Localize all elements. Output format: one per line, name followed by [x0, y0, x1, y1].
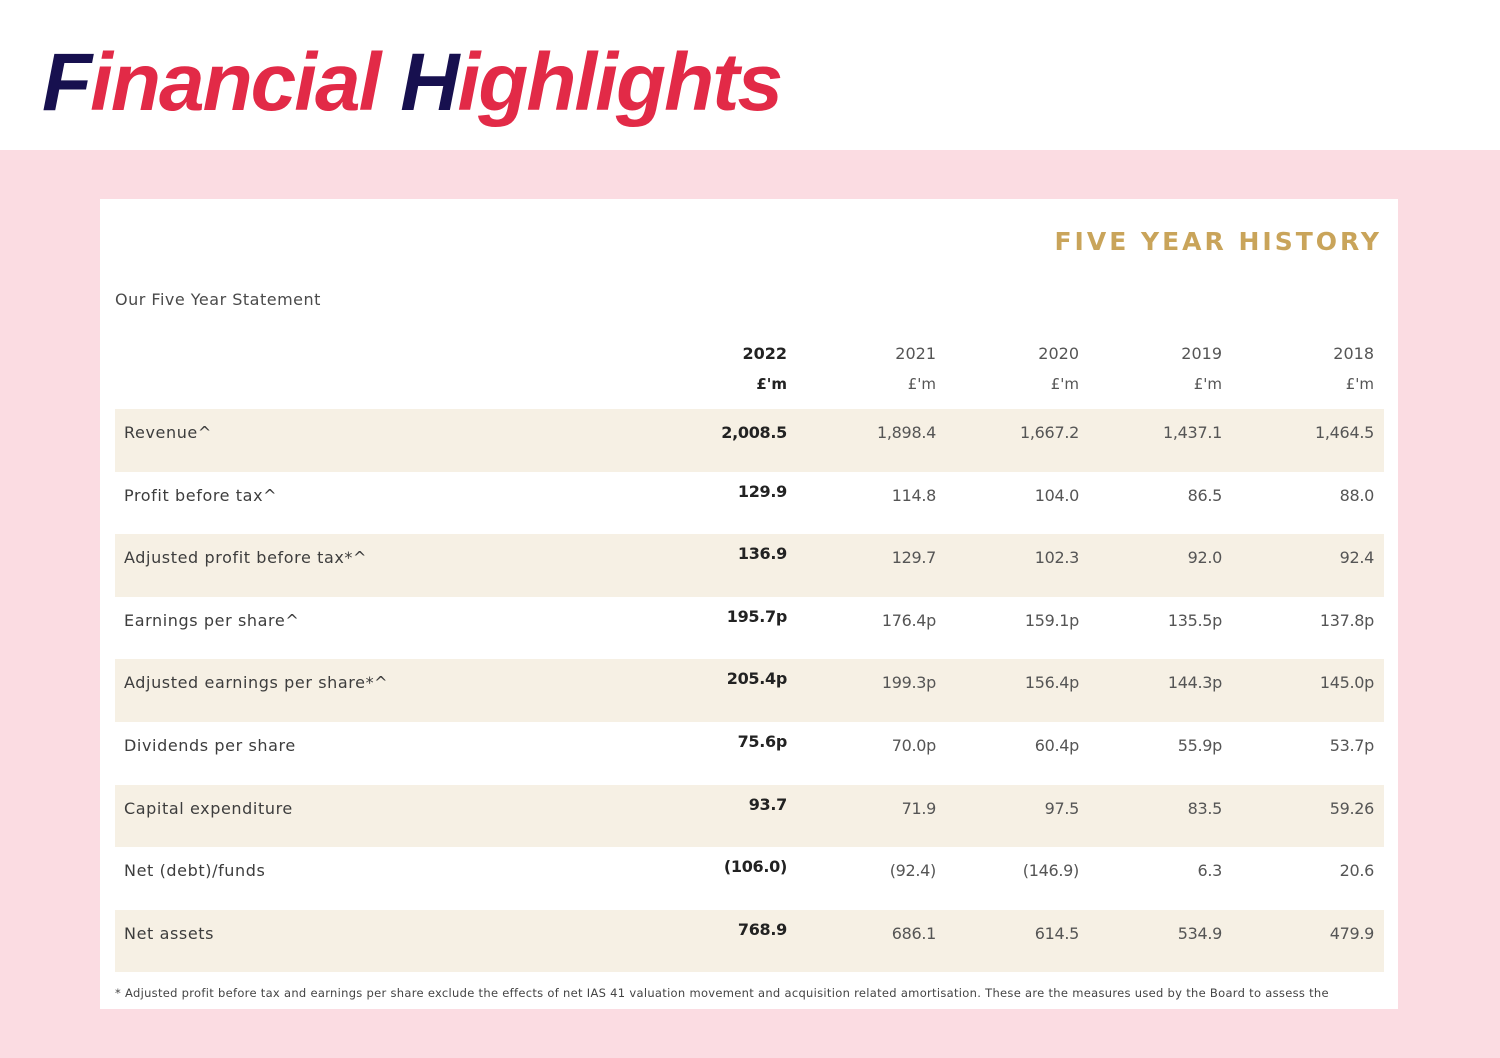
statement-title: Our Five Year Statement [115, 290, 321, 309]
row-label: Adjusted earnings per share*^ [124, 673, 389, 693]
table-row [115, 534, 1384, 597]
table-cell: 1,437.1 [1163, 423, 1222, 442]
table-cell: 92.0 [1187, 548, 1222, 568]
table-cell: 144.3p [1167, 673, 1222, 693]
footnote: * Adjusted profit before tax and earnings per share exclude the effects of net IAS 41 valuation movement and acquisition related amortisation. These are the measures used by the Board to assess the [115, 986, 1329, 1000]
five-year-card [100, 199, 1398, 1009]
column-unit: £'m [1345, 375, 1374, 393]
table-row [115, 785, 1384, 848]
financial-table [115, 409, 1384, 972]
table-row [115, 910, 1384, 973]
table-cell: 71.9 [901, 798, 936, 818]
table-cell: 479.9 [1329, 923, 1374, 943]
table-cell: 75.6p [737, 731, 787, 751]
column-year: 2021 [895, 344, 936, 363]
table-cell: 156.4p [1024, 673, 1079, 693]
table-row [115, 722, 1384, 785]
table-cell: 614.5 [1034, 923, 1079, 943]
column-year: 2018 [1333, 344, 1374, 363]
page-headline [42, 37, 782, 128]
table-cell: 6.3 [1197, 861, 1222, 881]
column-unit: £'m [1193, 375, 1222, 393]
headline-first-cap: F [42, 37, 91, 128]
table-cell: 86.5 [1187, 485, 1222, 505]
table-cell: 129.7 [891, 548, 936, 568]
row-label: Adjusted profit before tax*^ [124, 548, 368, 568]
table-cell: 534.9 [1177, 923, 1222, 943]
table-cell: 1,667.2 [1020, 423, 1079, 442]
row-label: Profit before tax^ [124, 485, 278, 505]
table-cell: (146.9) [1022, 861, 1079, 881]
table-cell: 195.7p [726, 606, 787, 626]
table-cell: 159.1p [1024, 610, 1079, 630]
table-cell: 92.4 [1339, 548, 1374, 568]
table-row [115, 597, 1384, 660]
column-year: 2019 [1181, 344, 1222, 363]
table-cell: 20.6 [1339, 861, 1374, 881]
table-cell: 136.9 [737, 544, 787, 564]
row-label: Net assets [124, 923, 215, 943]
table-cell: 83.5 [1187, 798, 1222, 818]
row-label: Earnings per share^ [124, 610, 300, 630]
section-title: FIVE YEAR HISTORY [1054, 227, 1382, 256]
table-cell: 768.9 [737, 919, 787, 939]
table-cell: 1,898.4 [877, 423, 936, 442]
table-cell: 102.3 [1034, 548, 1079, 568]
table-cell: 199.3p [881, 673, 936, 693]
headline-second-rest: ighlights [457, 37, 782, 128]
column-year: 2020 [1038, 344, 1079, 363]
column-year: 2022 [742, 344, 787, 363]
table-cell: 70.0p [891, 735, 936, 755]
table-cell: 1,464.5 [1315, 423, 1374, 442]
column-unit: £'m [907, 375, 936, 393]
table-cell: 2,008.5 [721, 423, 787, 442]
table-cell: 686.1 [891, 923, 936, 943]
table-cell: 129.9 [737, 481, 787, 501]
table-cell: 59.26 [1329, 798, 1374, 818]
table-cell: 114.8 [891, 485, 936, 505]
row-label: Revenue^ [124, 423, 212, 442]
table-cell: 53.7p [1329, 735, 1374, 755]
column-header-4 [1333, 344, 1374, 393]
table-cell: 137.8p [1319, 610, 1374, 630]
table-cell: 97.5 [1044, 798, 1079, 818]
row-label: Capital expenditure [124, 798, 293, 818]
table-cell: 55.9p [1177, 735, 1222, 755]
column-header-0 [742, 344, 787, 393]
row-label: Dividends per share [124, 735, 296, 755]
column-header-1 [895, 344, 936, 393]
column-header-2 [1038, 344, 1079, 393]
table-cell: (106.0) [723, 857, 787, 877]
table-row [115, 472, 1384, 535]
table-cell: 176.4p [881, 610, 936, 630]
column-header-3 [1181, 344, 1222, 393]
table-cell: 104.0 [1034, 485, 1079, 505]
table-row [115, 659, 1384, 722]
table-cell: 88.0 [1339, 485, 1374, 505]
table-row [115, 847, 1384, 910]
column-unit: £'m [1050, 375, 1079, 393]
row-label: Net (debt)/funds [124, 861, 266, 881]
table-cell: (92.4) [889, 861, 936, 881]
table-row [115, 409, 1384, 472]
table-cell: 135.5p [1167, 610, 1222, 630]
table-cell: 93.7 [748, 794, 787, 814]
table-cell: 60.4p [1034, 735, 1079, 755]
headline-first-rest: inancial [90, 37, 380, 128]
table-cell: 205.4p [726, 669, 787, 689]
column-unit: £'m [756, 375, 787, 393]
table-cell: 145.0p [1319, 673, 1374, 693]
headline-second-cap: H [400, 37, 458, 128]
